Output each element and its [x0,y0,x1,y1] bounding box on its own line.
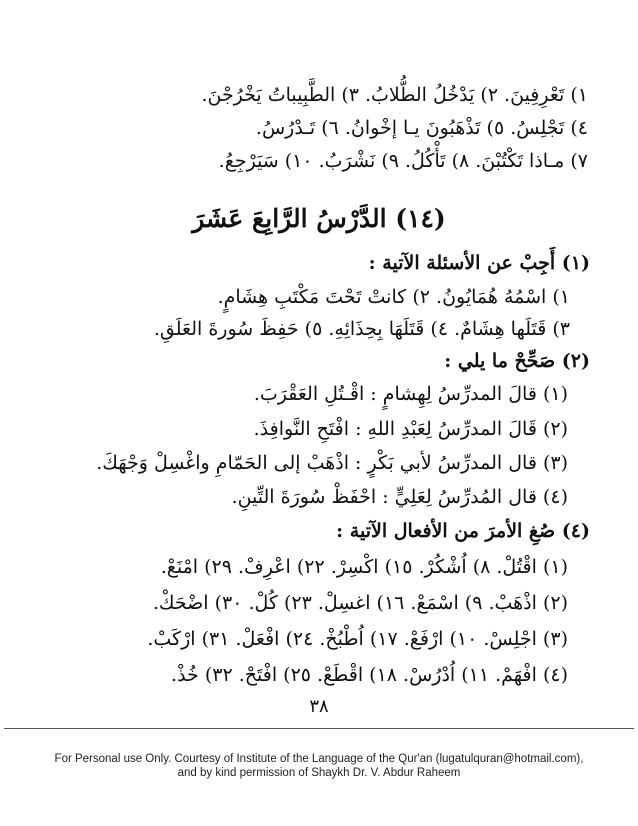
section-3-line-4: (٤) افْهَمْ. ١١) اُدْرُسْ. ١٨) اقْطَعْ. ٢٥) افْتَحْ. ٣٢) خُذْ. [171,664,568,686]
section-1-line-1: ١) اسْمُهُ هُمَايُونُ. ٢) كانتْ تَحْتَ مَكْتَبِ هِشَامٍ. [217,286,570,308]
intro-line-1: ١) تَعْرِفِينَ. ٢) يَدْخُلُ الطُّلابُ. ٣) الطَّبِيباتُ يَخْرُجْنَ. [201,84,588,106]
section-2-line-3: (٣) قال المدرِّسُ لأبي بَكْرٍ : اذْهَبْ إلى الحَمّامِ واغْسِلْ وَجْهَكَ. [96,452,568,474]
intro-line-3: ٧) مـاذا تَكْتُبْنَ. ٨) تَأْكُلُ. ٩) نَشْرَبُ. ١٠) سَيَرْجِعُ. [218,150,588,172]
page-number: ٣٨ [309,696,329,717]
footer-credit-line-2: and by kind permission of Shaykh Dr. V. Abdur Raheem [177,767,461,779]
section-3-line-2: (٢) اذْهَبْ. ٩) اسْمَعْ. ١٦) اغسِلْ. ٢٣) كُلْ. ٣٠) اضْحَكْ. [152,592,568,614]
section-3-heading: (٤) صُغِ الأمرَ من الأفعال الآتية : [336,520,590,542]
section-1-heading: (١) أَجِبْ عن الأسئلة الآتية : [368,252,590,274]
section-1-line-2: ٣) قَتَلَها هِشَامٌ. ٤) قَتَلَهَا بِحِذَائِهِ. ٥) حَفِظَ سُورةَ العَلَقِ. [153,318,570,340]
section-2-heading: (٢) صَحِّحْ ما يلي : [444,350,590,372]
section-2-line-2: (٢) قَالَ المدرِّسُ لِعَبْدِ اللهِ : افْتَحِ النَّوافِذَ. [253,418,568,440]
intro-line-2: ٤) تَجْلِسُ. ٥) تَذْهَبُونَ يـا إخْوانُ. ٦) تَـدْرُسُ. [255,117,588,139]
lesson-title: (١٤) الدَّرْسُ الرَّابِعَ عَشَرَ [192,204,446,233]
footer-credit-line-1: For Personal use Only. Courtesy of Institute of the Language of the Qur'an (lugatulquran@hotmail.com), [54,753,584,765]
section-3-line-1: (١) اقْتُلْ. ٨) اُشْكُرْ. ١٥) اكْسِرْ. ٢٢) اعْرِفْ. ٢٩) امْنَعْ. [160,556,568,578]
section-2-line-1: (١) قالَ المدرِّسُ لِهِشامٍ : اقْـتُلِ العَقْرَبَ. [253,383,568,405]
section-2-line-4: (٤) قال المُدرِّسُ لِعَلِيٍّ : احْفَظْ سُورَةَ التِّينِ. [231,486,568,508]
footer-divider [4,728,634,729]
section-3-line-3: (٣) اجْلِسْ. ١٠) ارْفَعْ. ١٧) اُطْبُخْ. ٢٤) افْعَلْ. ٣١) ارْكَبْ. [147,628,568,650]
